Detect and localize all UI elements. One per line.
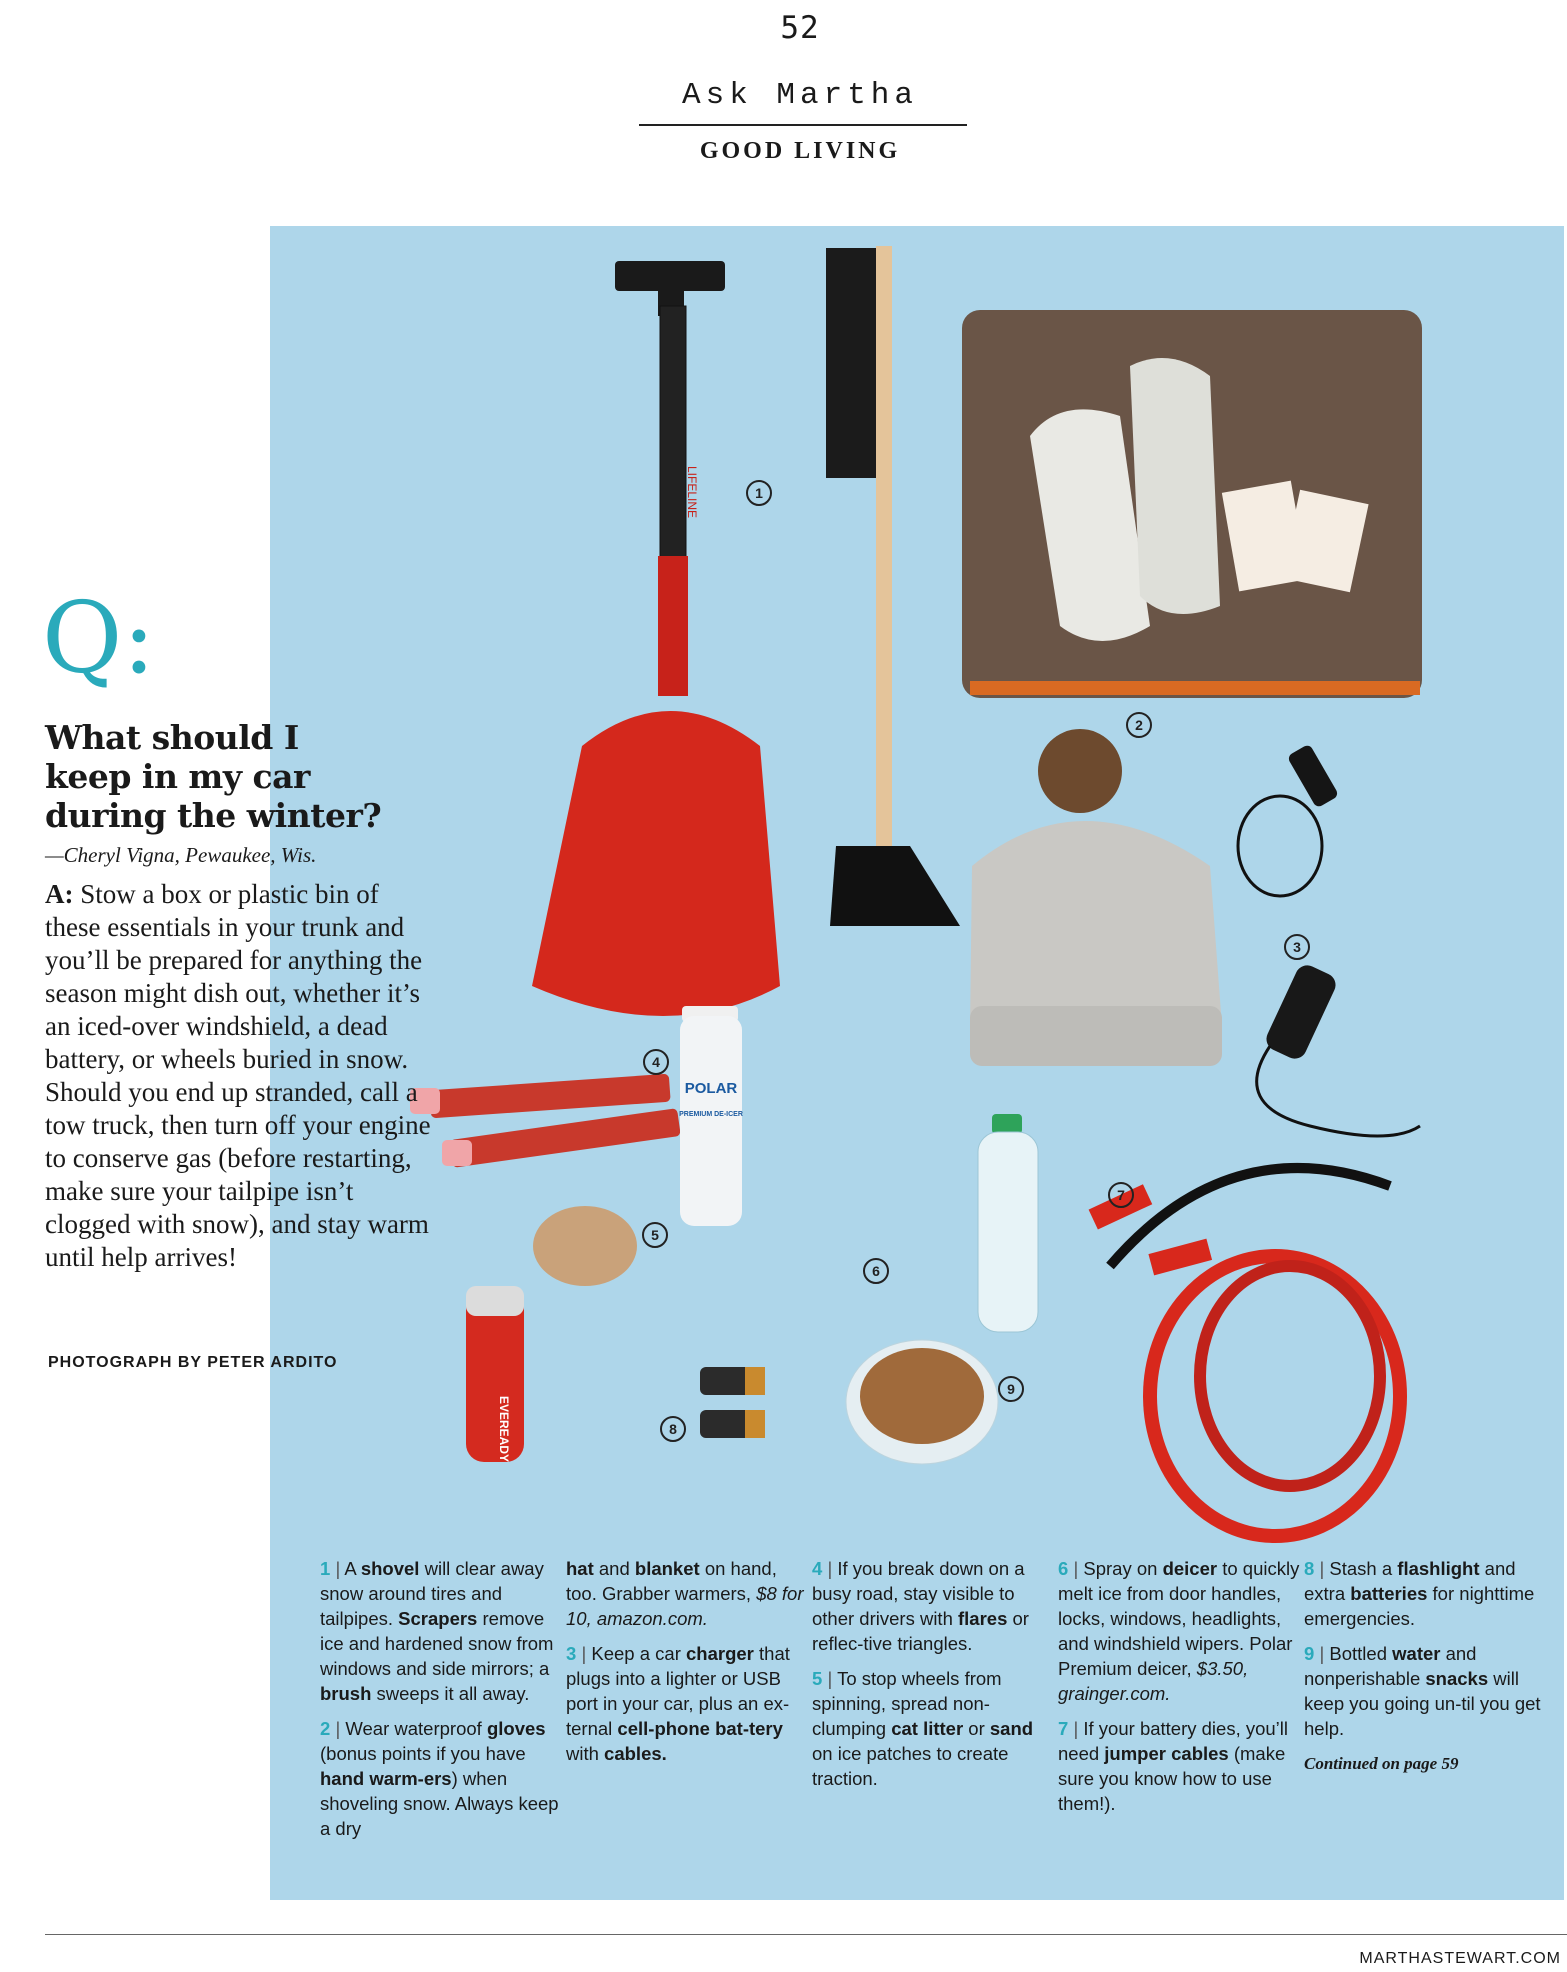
footer-site: MARTHASTEWART.COM xyxy=(1359,1950,1561,1967)
caption-column-2 xyxy=(566,1556,812,1851)
deicer-brand-text: POLAR xyxy=(684,1080,738,1097)
caption-column-3 xyxy=(812,1556,1058,1851)
deicer-can-illustration xyxy=(679,1006,743,1226)
item-number-8: 8 xyxy=(660,1416,686,1442)
section-label: GOOD LIVING xyxy=(699,138,901,164)
caption-4: 4 | If you break down on a busy road, stay visible to other drivers with flares or reflec-tive triangles. xyxy=(812,1558,1029,1654)
continued-note: Continued on page 59 xyxy=(1304,1754,1459,1773)
water-bottle-illustration xyxy=(978,1114,1038,1332)
footer-rule xyxy=(45,1934,1567,1935)
caption-6: 6 | Spray on deicer to quickly melt ice from door handles, locks, windows, headlights, and windshield wipers. Polar Premium deicer, $3.50, grainger.com. xyxy=(1058,1558,1300,1704)
caption-column-5 xyxy=(1304,1556,1550,1851)
caption-5: 5 | To stop wheels from spinning, spread non-clumping cat litter or sand on ice patches to create traction. xyxy=(812,1668,1034,1789)
blanket-illustration xyxy=(962,310,1422,698)
charger-battery-illustration xyxy=(1238,744,1420,1136)
jumper-cables-illustration xyxy=(1089,1168,1400,1536)
title-divider xyxy=(639,124,967,126)
column-title: Ask Martha xyxy=(681,78,919,113)
item-number-7: 7 xyxy=(1108,1182,1134,1208)
scraper-brush-illustration xyxy=(826,246,960,926)
question-text: What should I keep in my car during the winter? xyxy=(45,718,382,835)
caption-7: 7 | If your battery dies, you’ll need jumper cables (make sure you know how to use them!). xyxy=(1058,1718,1289,1814)
hat-illustration xyxy=(970,729,1222,1066)
caption-1: 1 | A shovel will clear away snow around tires and tailpipes. Scrapers remove ice and hardened snow from windows and side mirrors; a brush sweeps it all away. xyxy=(320,1558,554,1704)
deicer-label-text: PREMIUM DE-ICER xyxy=(679,1111,743,1118)
snacks-illustration xyxy=(846,1340,998,1464)
photo-credit: PHOTOGRAPH BY PETER ARDITO xyxy=(48,1354,338,1371)
flashlight-brand-text: EVEREADY xyxy=(497,1396,511,1463)
answer-prefix: A: xyxy=(45,879,74,909)
shovel-illustration xyxy=(532,261,780,1016)
caption-3: 3 | Keep a car charger that plugs into a lighter or USB port in your car, plus an ex-ternal cell-phone bat-tery with cables. xyxy=(566,1643,790,1764)
question-byline: —Cheryl Vigna, Pewaukee, Wis. xyxy=(45,843,317,867)
answer-text xyxy=(45,878,435,1274)
item-number-3: 3 xyxy=(1284,934,1310,960)
item-number-6: 6 xyxy=(863,1258,889,1284)
item-number-5: 5 xyxy=(642,1222,668,1248)
caption-column-1 xyxy=(320,1556,566,1851)
flashlight-illustration xyxy=(466,1286,524,1462)
caption-2: 2 | Wear waterproof gloves (bonus points if you have hand warm-ers) when shoveling snow. Always keep a dry xyxy=(320,1718,559,1839)
captions xyxy=(320,1556,1550,1851)
caption-2-continued: hat and blanket on hand, too. Grabber warmers, $8 for 10, amazon.com. xyxy=(566,1558,804,1629)
item-number-9: 9 xyxy=(998,1376,1024,1402)
caption-column-4 xyxy=(1058,1556,1304,1851)
item-number-2: 2 xyxy=(1126,712,1152,738)
batteries-illustration xyxy=(700,1367,765,1438)
item-number-1: 1 xyxy=(746,480,772,506)
caption-9: 9 | Bottled water and nonperishable snacks will keep you going un-til you get help. xyxy=(1304,1643,1541,1739)
cat-litter-illustration xyxy=(533,1206,637,1286)
caption-8: 8 | Stash a flashlight and extra batteries for nighttime emergencies. xyxy=(1304,1558,1535,1629)
page-number: 52 xyxy=(780,10,820,46)
shovel-brand-text: LIFELINE xyxy=(685,466,699,519)
flares-illustration xyxy=(410,1074,681,1168)
answer-body: Stow a box or plastic bin of these essentials in your trunk and you’ll be prepared for anything the season might dish out, whether it’s an iced-over windshield, a dead battery, or wheels buried in snow. Should you end up stranded, call a tow truck, then turn off your engine to conserve gas (before restarting, make sure your tailpipe isn’t clogged with snow), and stay warm until help arrives! xyxy=(45,879,431,1272)
item-number-4: 4 xyxy=(643,1049,669,1075)
question-mark-heading: Q: xyxy=(42,582,156,696)
